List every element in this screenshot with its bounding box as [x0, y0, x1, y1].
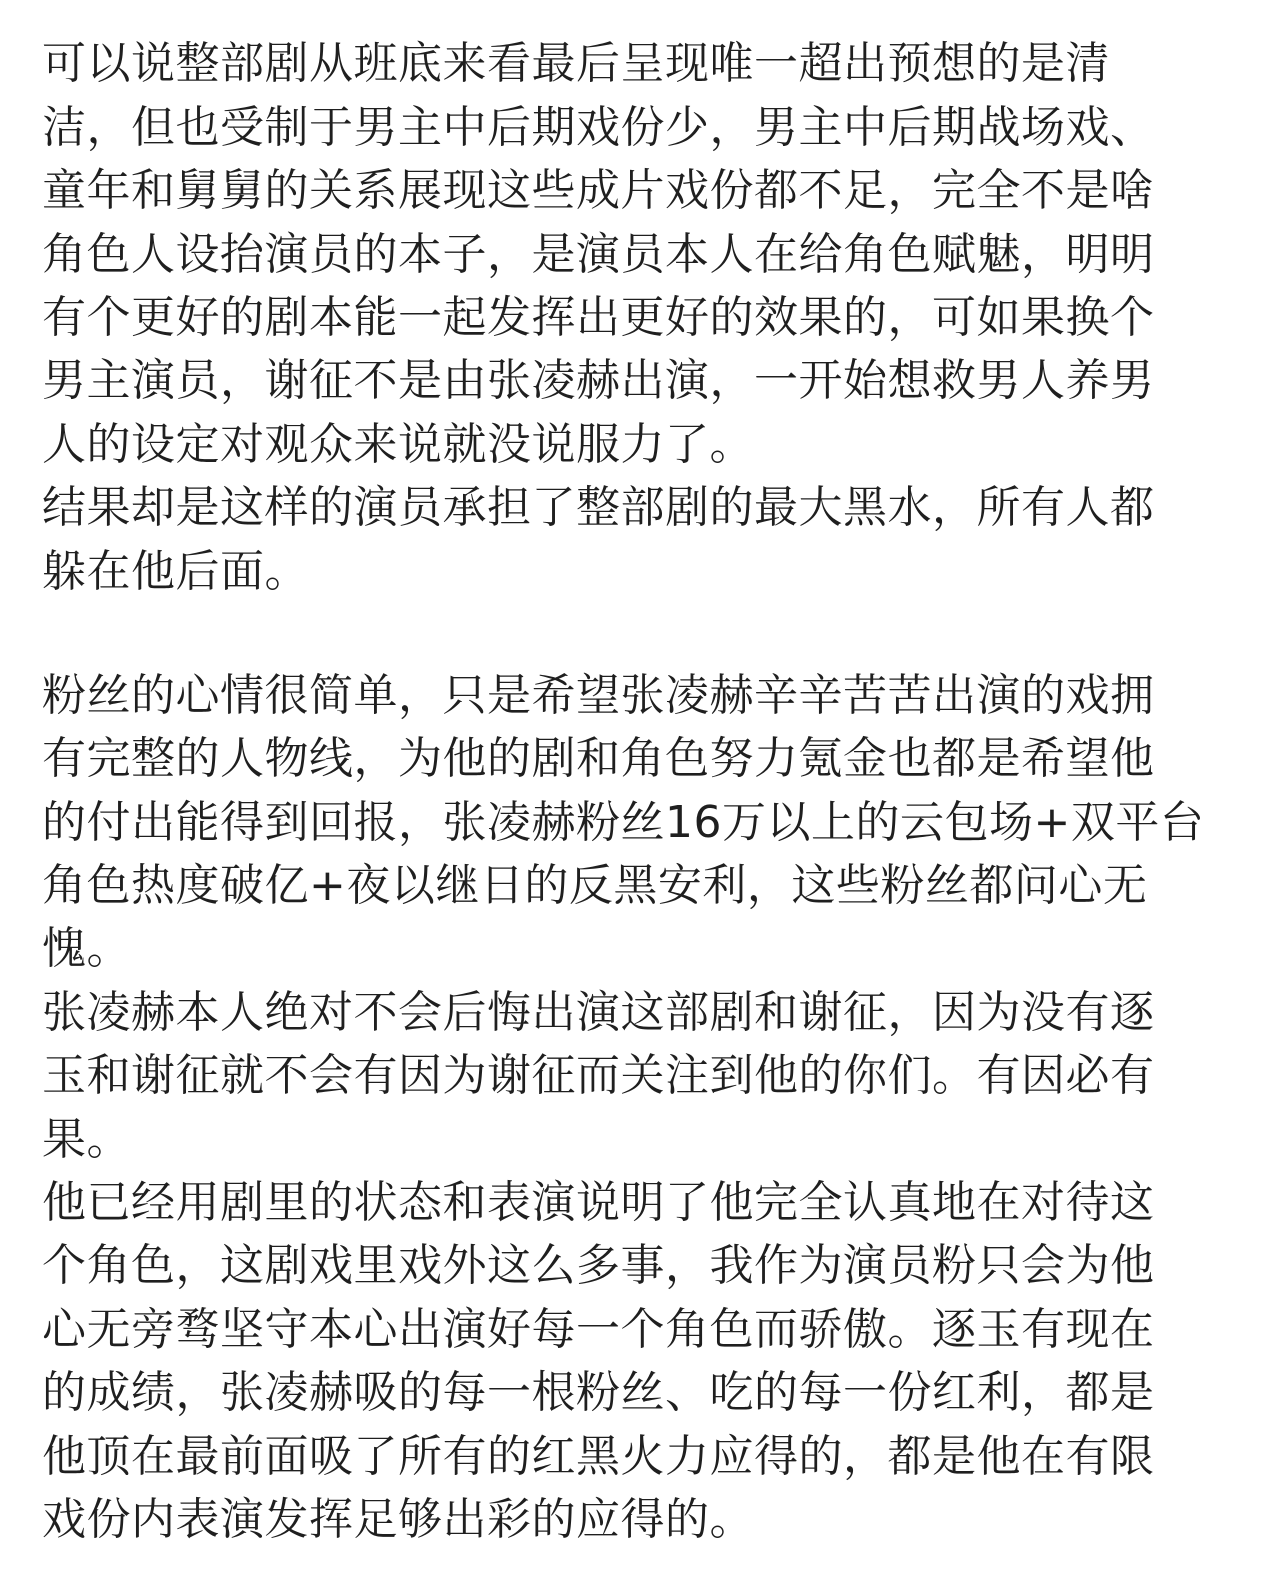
text-line: 可以说整部剧从班底来看最后呈现唯一超出预想的是清 — [42, 38, 1110, 89]
text-line: 躲在他后面。 — [42, 546, 309, 597]
text-line: 男主演员，谢征不是由张凌赫出演，一开始想救男人养男 — [42, 355, 1155, 406]
text-line: 洁，但也受制于男主中后期戏份少，男主中后期战场戏、 — [42, 102, 1155, 153]
text-line: 戏份内表演发挥足够出彩的应得的。 — [42, 1494, 754, 1545]
text-line: 的成绩，张凌赫吸的每一根粉丝、吃的每一份红利，都是 — [42, 1367, 1155, 1418]
text-line: 果。 — [42, 1114, 131, 1165]
text-line: 人的设定对观众来说就没说服力了。 — [42, 419, 754, 470]
text-line: 愧。 — [42, 923, 131, 974]
text-line: 心无旁骛坚守本心出演好每一个角色而骄傲。逐玉有现在 — [42, 1304, 1155, 1355]
text-line: 角色人设抬演员的本子，是演员本人在给角色赋魅，明明 — [42, 229, 1155, 280]
text-line: 的付出能得到回报，张凌赫粉丝16万以上的云包场+双平台 — [42, 797, 1205, 848]
text-line: 玉和谢征就不会有因为谢征而关注到他的你们。有因必有 — [42, 1050, 1155, 1101]
text-line: 粉丝的心情很简单，只是希望张凌赫辛辛苦苦出演的戏拥 — [42, 670, 1155, 721]
text-line: 他已经用剧里的状态和表演说明了他完全认真地在对待这 — [42, 1177, 1155, 1228]
text-line: 他顶在最前面吸了所有的红黑火力应得的，都是他在有限 — [42, 1431, 1155, 1482]
text-line: 有个更好的剧本能一起发挥出更好的效果的，可如果换个 — [42, 292, 1155, 343]
text-line: 童年和舅舅的关系展现这些成片戏份都不足，完全不是啥 — [42, 165, 1155, 216]
text-line: 有完整的人物线，为他的剧和角色努力氪金也都是希望他 — [42, 733, 1155, 784]
text-line: 结果却是这样的演员承担了整部剧的最大黑水，所有人都 — [42, 482, 1155, 533]
text-line: 张凌赫本人绝对不会后悔出演这部剧和谢征，因为没有逐 — [42, 987, 1155, 1038]
text-line: 角色热度破亿+夜以继日的反黑安利，这些粉丝都问心无 — [42, 860, 1148, 911]
text-line: 个角色，这剧戏里戏外这么多事，我作为演员粉只会为他 — [42, 1240, 1155, 1291]
